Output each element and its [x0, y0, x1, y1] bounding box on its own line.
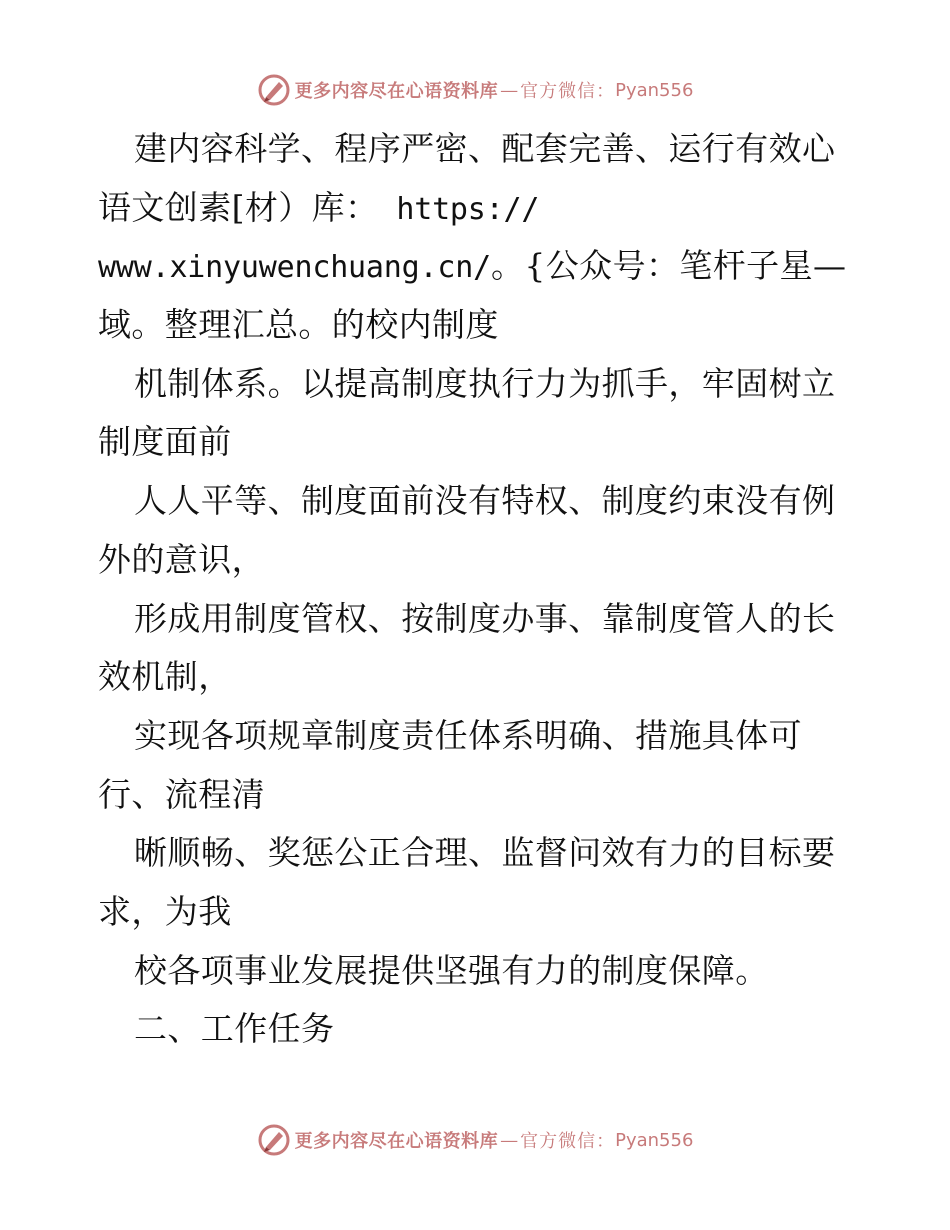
section-heading: 二、工作任务 — [134, 1009, 335, 1049]
text-line — [98, 237, 858, 296]
banner-wechat-label: 官方微信： — [520, 1131, 616, 1152]
text-line: 域。整理汇总。的校内制度 — [98, 305, 499, 345]
text-line: 求，为我 — [98, 891, 232, 931]
text-line: 人人平等、制度面前没有特权、制度约束没有例 — [134, 481, 836, 521]
text-line: 行、流程清 — [98, 774, 265, 814]
text-line: 制度面前 — [98, 422, 232, 462]
banner-brand: 更多内容尽在心语资料库 — [294, 81, 499, 102]
banner-dash: — — [500, 1129, 519, 1151]
text-line: 机制体系。以提高制度执行力为抓手，牢固树立 — [134, 363, 836, 403]
pen-logo-icon — [257, 73, 291, 107]
text-line: 外的意识， — [98, 539, 265, 579]
footer-banner — [0, 1122, 950, 1158]
text-segment: 。{公众号：笔杆子星— — [490, 246, 847, 286]
text-line: 校各项事业发展提供坚强有力的制度保障。 — [134, 950, 769, 990]
text-line — [98, 179, 858, 238]
banner-dash: — — [500, 79, 519, 101]
text-line: 形成用制度管权、按制度办事、靠制度管人的长 — [134, 598, 836, 638]
text-line: 建内容科学、程序严密、配套完善、运行有效心 — [134, 129, 836, 168]
pen-logo-icon — [257, 1123, 291, 1157]
text-line: 晰顺畅、奖惩公正合理、监督问效有力的目标要 — [134, 833, 836, 873]
banner-wechat-id: Pyan556 — [615, 1129, 694, 1151]
text-line: 实现各项规章制度责任体系明确、措施具体可 — [134, 715, 802, 755]
text-segment: 语文创素[材）库： — [98, 187, 379, 227]
banner-wechat-label: 官方微信： — [520, 81, 616, 102]
url-link: www.xinyuwenchuang.cn/ — [98, 250, 491, 286]
url-fragment: https:// — [378, 191, 540, 227]
header-banner — [0, 72, 950, 108]
text-line: 效机制， — [98, 657, 232, 697]
banner-brand: 更多内容尽在心语资料库 — [294, 1131, 499, 1152]
document-body — [98, 120, 858, 1059]
banner-wechat-id: Pyan556 — [615, 79, 694, 101]
